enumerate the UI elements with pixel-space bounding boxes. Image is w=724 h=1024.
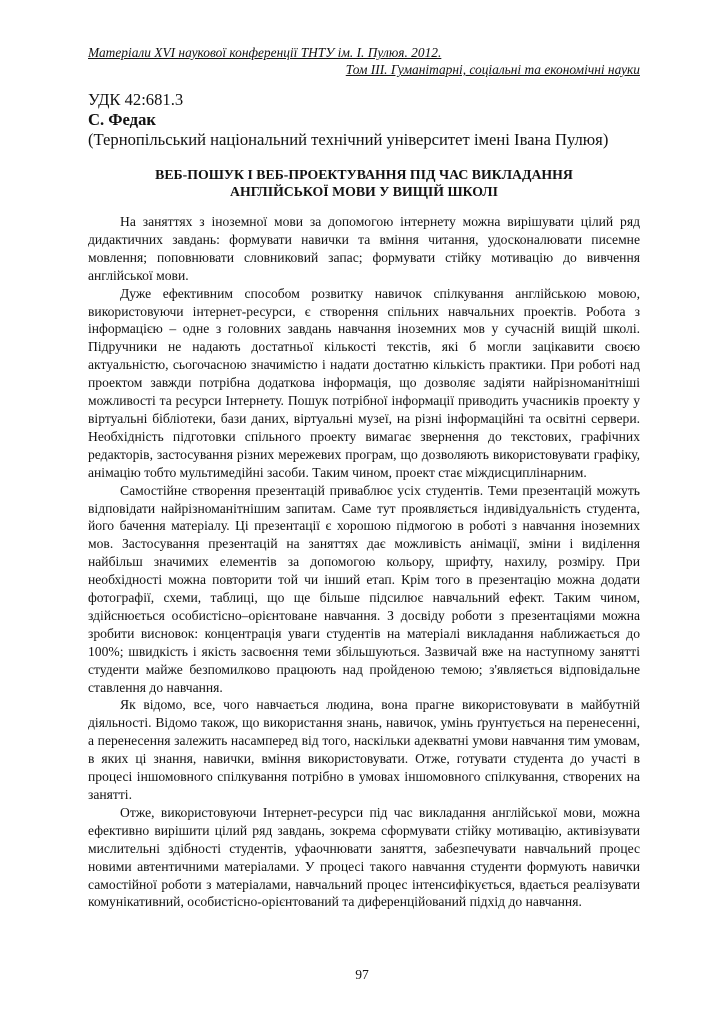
author-affiliation: (Тернопільський національний технічний університет імені Івана Пулюя) [88,130,609,149]
udk-code: УДК 42:681.3 [88,90,184,109]
header-conference: Матеріали XVI наукової конференції ТНТУ ім. І. Пулюя. 2012. [88,45,442,60]
article-title [88,166,640,200]
title-line-2: АНГЛІЙСЬКОЇ МОВИ У ВИЩІЙ ШКОЛІ [230,184,498,199]
title-line-1: ВЕБ-ПОШУК І ВЕБ-ПРОЕКТУВАННЯ ПІД ЧАС ВИКЛАДАННЯ [155,167,573,182]
header-volume: Том ІІІ. Гуманітарні, соціальні та економічні науки [345,62,640,77]
paragraph: Як відомо, все, чого навчається людина, вона прагне використовувати в майбутній діяльності. Відомо також, що використання знань, навичок, умінь ґрунтується на перенесенні, а перенесення залежить насамперед від того, наскільки адекватні умови навчання тим умовам, в яких ці знання, навички, вміння використовувати. Отже, готувати студента до участі в процесі іншомовного спілкування потрібно в умовах іншомовного спілкування, створених на занятті. [88,697,640,802]
author-name: С. Федак [88,110,156,129]
paragraph: Отже, використовуючи Інтернет-ресурси під час викладання англійської мови, можна ефективно вирішити цілий ряд завдань, зокрема сформувати стійку мотивацію, активізувати мислительні здібності студентів, уфаочнювати заняття, забезпечувати навчальний процес новими автентичними матеріалами. У процесі такого навчання студенти формують навички самостійної роботи з матеріалами, навчальний процес інтенсифікується, вдається реалізувати комунікативний, особистісно-орієнтований та диференційований підхід до навчання. [88,804,640,910]
page-number: 97 [355,967,369,982]
article-meta [88,90,648,150]
running-header [88,44,640,78]
paragraph: Дуже ефективним способом розвитку навичок спілкування англійською мовою, використовуючи інтернет-ресурси, є створення спільних навчальних проектів. Робота з інформацією – одне з головних завдань навчання іноземних мов у сучасній вищій школі. Підручники не надають достатньої кількості текстів, які б могли зацікавити своєю актуальністю, сьогочасною значимістю і надати достатню кількість практики. При роботі над проектом завжди потрібна додаткова інформація, що дозволяє задіяти найрізноманітніші можливості та ресурси Інтернету. Пошук потрібної інформації приводить учасників проекту у віртуальні бібліотеки, бази даних, віртуальні музеї, на різні інформаційні та освітні сервери. Необхідність підготовки спільного проекту вимагає звернення до текстових, графічних редакторів, застосування різних мережевих програм, що дозволяють використовувати графіку, анімацію тобто мультимедійні засоби. Таким чином, проект стає міждисциплінарним. [88,285,640,480]
paragraph: На заняттях з іноземної мови за допомогою інтернету можна вирішувати цілий ряд дидактичних завдань: формувати навички та вміння читання, удосконалювати писемне мовлення; поповнювати словниковий запас; формувати стійку мотивацію до вивчення англійської мови. [88,214,640,283]
paragraph: Самостійне створення презентацій приваблює усіх студентів. Теми презентацій можуть відповідати найрізноманітнішим запитам. Саме тут проявляється індивідуальність студента, його бачення матеріалу. Ці презентації є хорошою підмогою в роботі з навчання іноземних мов. Застосування презентацій на заняттях дає можливість анімації, зміни і виділення найбільш значимих елементів за допомогою кольору, шрифту, нахилу, розміру. При необхідності можна повторити той чи інший етап. Крім того в презентацію можна додати фотографії, схеми, таблиці, що ще більше підсилює навчальний ефект. Таким чином, здійснюється особистісно–орієнтоване навчання. З досвіду роботи з презентаціями можна зробити висновок: концентрація уваги студентів на матеріалі викладання наближається до 100%; швидкість і якість засвоєння теми збільшуються. Зазвичай вже на наступному занятті студенти майже безпомилково працюють над пройденою темою; з'являється відповідальне ставлення до навчання. [88,482,640,695]
article-body [88,213,640,911]
